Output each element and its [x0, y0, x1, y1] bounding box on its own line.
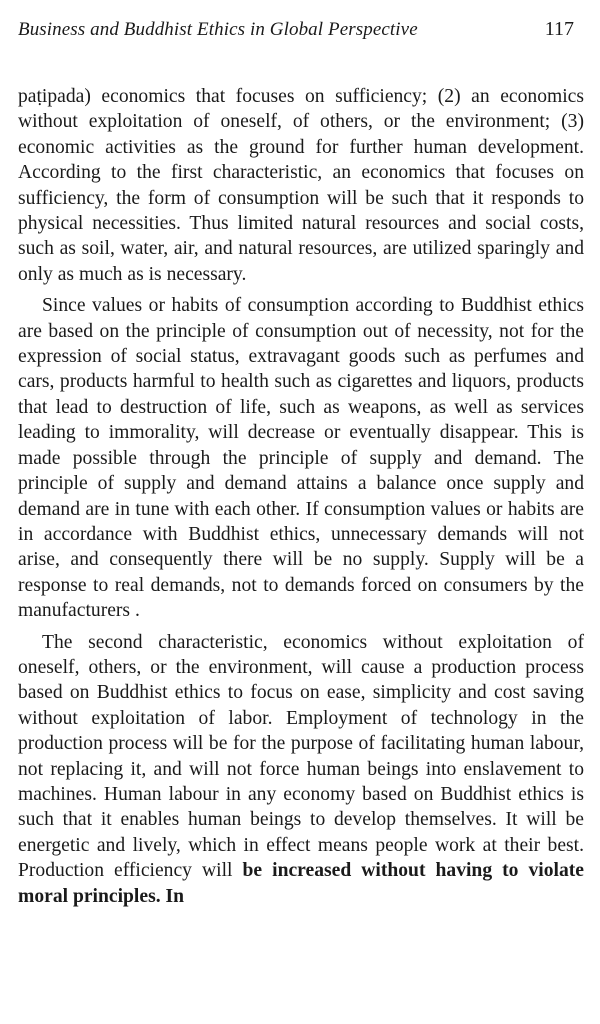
running-title: Business and Buddhist Ethics in Global Perspective — [18, 19, 418, 40]
body-text — [18, 84, 584, 909]
paragraph-3-bold-tail: be increased without having to violate moral principles. In — [18, 860, 584, 907]
paragraph-3 — [18, 630, 584, 909]
paragraph-2: Since values or habits of consumption according to Buddhist ethics are based on the principle of consumption out of necessity, not for the expression of social status, extravagant goods such as perfumes and cars, products harmful to health such as cigarettes and liquors, products that lead to destruction of life, such as weapons, as well as services leading to immorality, will decrease or eventually disappear. This is made possible through the principle of supply and demand. The principle of supply and demand attains a balance once supply and demand are in tune with each other. If consumption values or habits are in accordance with Buddhist ethics, unnecessary demands will not arise, and consequently there will be no supply. Supply will be a response to real demands, not to demands forced on consumers by the manufacturers . — [18, 295, 584, 622]
paragraph-3-text: The second characteristic, economics without exploitation of oneself, others, or the environment, will cause a production process based on Buddhist ethics to focus on ease, simplicity and cost saving without exploitation of labor. Employment of technology in the production process will be for the purpose of facilitating human labour, not replacing it, and will not force human beings into enslavement to machines. Human labour in any economy based on Buddhist ethics is such that it enables human beings to develop themselves. It will be energetic and lively, which in effect means people work at their best. Production efficiency will — [18, 631, 584, 882]
page-number: 117 — [544, 18, 574, 40]
paragraph-1: paṭipada) economics that focuses on sufficiency; (2) an economics without exploitation of oneself, of others, or the environment; (3) economic activities as the ground for further human development. According to the first characteristic, an economics that focuses on sufficiency, the form of consumption will be such that it responds to physical necessities. Thus limited natural resources and social costs, such as soil, water, air, and natural resources, are utilized sparingly and only as much as is necessary. — [18, 86, 584, 285]
running-header — [18, 18, 584, 58]
